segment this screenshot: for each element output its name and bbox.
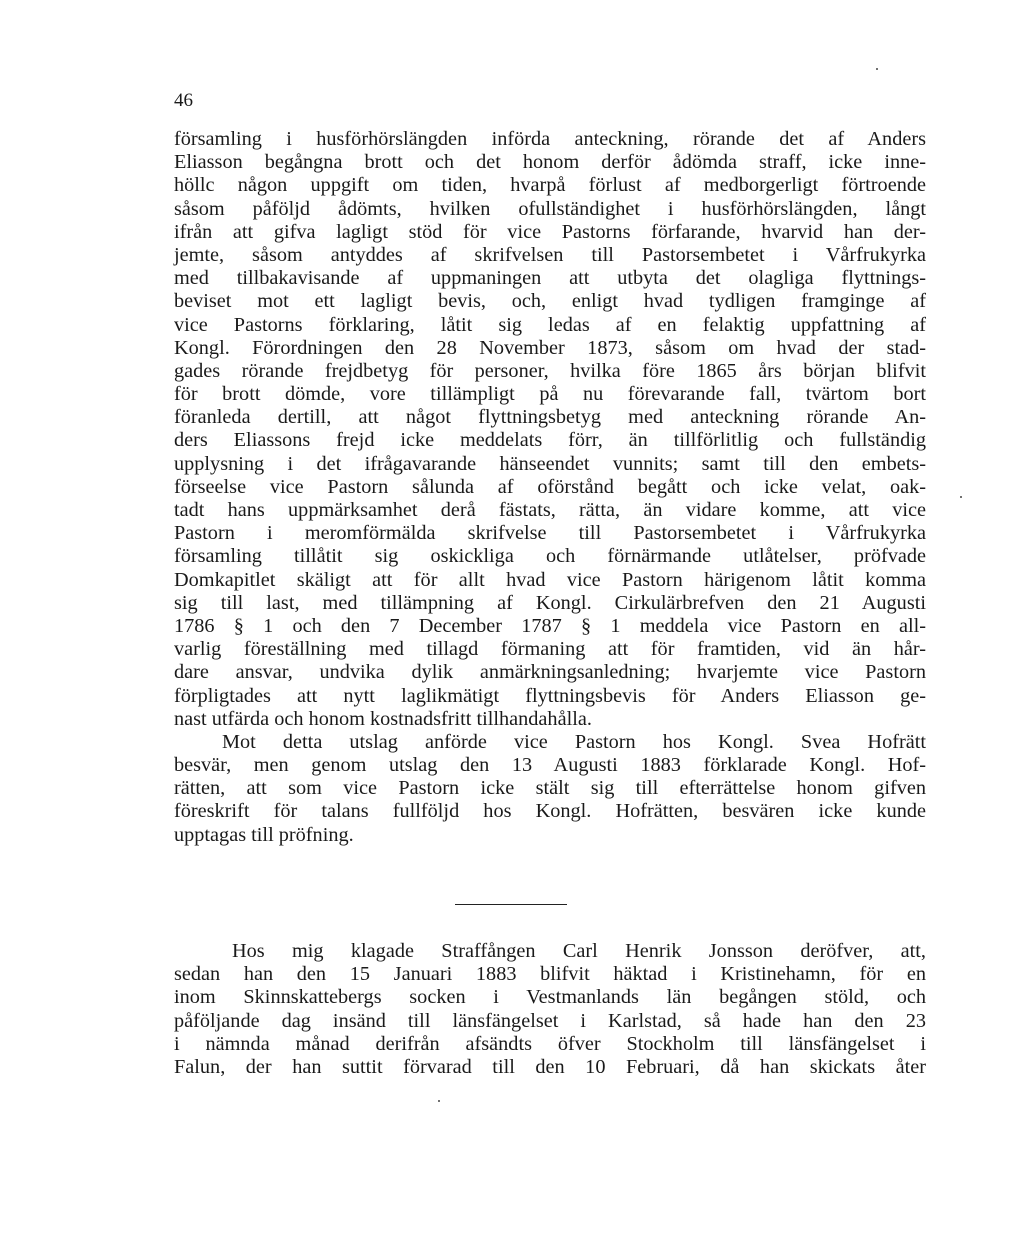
section-divider	[455, 904, 567, 905]
text-line: dare ansvar, undvika dylik anmärkningsanledning; hvarjemte vice Pastorn	[174, 661, 926, 684]
text-line: församling tillåtit sig oskickliga och förnärmande utlåtelser, pröfvade	[174, 545, 926, 568]
text-block-top	[174, 128, 926, 847]
text-line: sedan han den 15 Januari 1883 blifvit häktad i Kristinehamn, för en	[174, 963, 926, 986]
scan-speck	[438, 1100, 440, 1102]
text-line: Pastorn i meromförmälda skrifvelse till Pastorsembetet i Vårfrukyrka	[174, 522, 926, 545]
text-line: föreskrift för talans fullföljd hos Kongl. Hofrätten, besvären icke kunde	[174, 800, 926, 823]
text-line: sig till last, med tillämpning af Kongl. Cirkulärbrefven den 21 Augusti	[174, 591, 926, 614]
text-line: upptagas till pröfning.	[174, 823, 354, 846]
text-line: ifrån att gifva lagligt stöd för vice Pastorns förfarande, hvarvid han der-	[174, 220, 926, 243]
text-line: i nämnda månad derifrån afsändts öfver Stockholm till länsfängelset i	[174, 1032, 926, 1055]
text-line: upplysning i det ifrågavarande hänseendet vunnits; samt till den embets-	[174, 452, 926, 475]
text-line: föranleda dertill, att något flyttningsbetyg med anteckning rörande An-	[174, 406, 926, 429]
text-line: påföljande dag insänd till länsfängelset i Karlstad, så hade han den 23	[174, 1009, 926, 1032]
text-line: jemte, såsom antyddes af skrifvelsen till Pastorsembetet i Vårfrukyrka	[174, 243, 926, 266]
text-line: Kongl. Förordningen den 28 November 1873, såsom om hvad der stad-	[174, 336, 926, 359]
text-line: Hos mig klagade Straffången Carl Henrik Jonsson deröfver, att,	[232, 940, 926, 962]
text-line: 1786 § 1 och den 7 December 1787 § 1 meddela vice Pastorn en all-	[174, 614, 926, 637]
text-line: beviset mot ett lagligt bevis, och, enligt hvad tydligen framginge af	[174, 290, 926, 313]
text-line: vice Pastorns förklaring, låtit sig ledas af en felaktig uppfattning af	[174, 313, 926, 336]
text-line: Falun, der han suttit förvarad till den 10 Februari, då han skickats åter	[174, 1055, 926, 1078]
text-line: Eliasson begångna brott och det honom derför ådömda straff, icke inne-	[174, 151, 926, 174]
text-line: varlig föreställning med tillagd förmaning att för framtiden, vid än hår-	[174, 638, 926, 661]
text-line: förpligtades att nytt laglikmätigt flyttningsbevis för Anders Eliasson ge-	[174, 684, 926, 707]
text-block-bottom	[174, 940, 926, 1079]
text-line: såsom påföljd ådömts, hvilken ofullständighet i husförhörslängden, långt	[174, 197, 926, 220]
text-line: nast utfärda och honom kostnadsfritt tillhandahålla.	[174, 707, 592, 730]
scan-speck	[960, 496, 962, 498]
text-line: inom Skinnskattebergs socken i Vestmanlands län begången stöld, och	[174, 986, 926, 1009]
text-line: församling i husförhörslängden införda anteckning, rörande det af Anders	[174, 128, 926, 150]
text-line: höllc någon uppgift om tiden, hvarpå förlust af medborgerligt förtroende	[174, 174, 926, 197]
text-line: för brott dömde, vore tillämpligt på nu förevarande fall, tvärtom bort	[174, 383, 926, 406]
text-line: ders Eliassons frejd icke meddelats förr, än tillförlitlig och fullständig	[174, 429, 926, 452]
text-line: gades rörande frejdbetyg för personer, hvilka före 1865 års början blifvit	[174, 359, 926, 382]
text-line: med tillbakavisande af uppmaningen att utbyta det olagliga flyttnings-	[174, 267, 926, 290]
text-line: förseelse vice Pastorn sålunda af oförstånd begått och icke velat, oak-	[174, 475, 926, 498]
text-line: Mot detta utslag anförde vice Pastorn hos Kongl. Svea Hofrätt	[222, 730, 926, 753]
text-line: Domkapitlet skäligt att för allt hvad vice Pastorn härigenom låtit komma	[174, 568, 926, 591]
text-line: rätten, att som vice Pastorn icke stält sig till efterrättelse honom gifven	[174, 777, 926, 800]
text-line: tadt hans uppmärksamhet derå fästats, rätta, än vidare komme, att vice	[174, 499, 926, 521]
scan-speck	[876, 68, 878, 70]
page-number: 46	[174, 90, 193, 111]
text-line: besvär, men genom utslag den 13 Augusti 1883 förklarade Kongl. Hof-	[174, 754, 926, 777]
